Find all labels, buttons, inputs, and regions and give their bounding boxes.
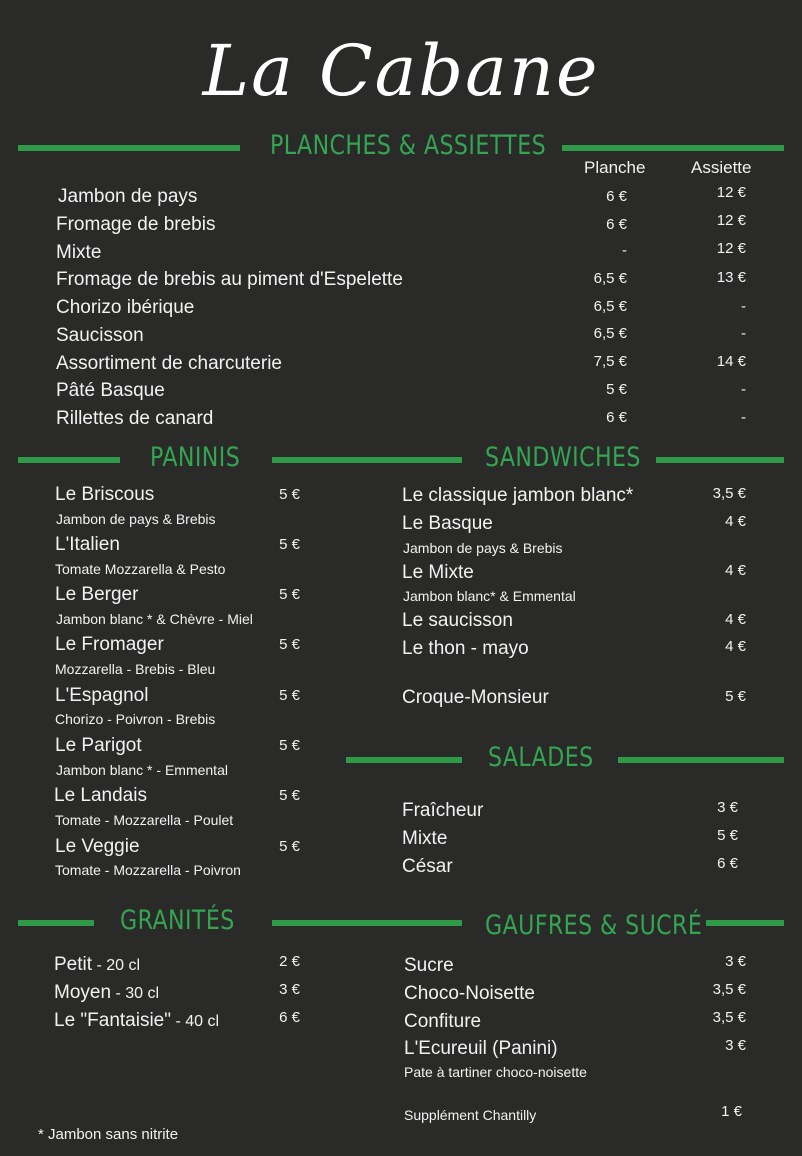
menu-item-name: Assortiment de charcuterie xyxy=(56,353,282,374)
menu-item-name: Le Parigot xyxy=(55,735,142,756)
divider-bar xyxy=(706,920,784,926)
item-price: 5 € xyxy=(717,827,738,844)
divider-bar xyxy=(18,457,120,463)
item-price: 5 € xyxy=(279,536,300,553)
divider-bar xyxy=(562,145,784,151)
menu-item-name: Rillettes de canard xyxy=(56,408,214,429)
item-price: 3 € xyxy=(725,1037,746,1054)
item-description: Tomate Mozzarella & Pesto xyxy=(55,561,226,577)
item-price: 6 € xyxy=(717,855,738,872)
item-price: 6 € xyxy=(279,1009,300,1026)
planche-price: 6,5 € xyxy=(593,270,627,287)
item-price: 5 € xyxy=(279,787,300,804)
assiette-price: 13 € xyxy=(716,269,746,286)
menu-item-name: Saucisson xyxy=(56,325,144,346)
assiette-price: - xyxy=(741,409,746,426)
granite-name: Le "Fantaisie" xyxy=(54,1010,171,1031)
menu-item-name: Le Basque xyxy=(402,513,493,534)
menu-item-name: Sucre xyxy=(404,955,454,976)
section-title-paninis: PANINIS xyxy=(150,442,241,473)
menu-item-name xyxy=(54,982,159,1004)
planche-price: 6 € xyxy=(606,188,627,205)
item-price: 4 € xyxy=(725,611,746,628)
assiette-price: 12 € xyxy=(716,212,746,229)
planche-price: 6 € xyxy=(606,409,627,426)
divider-bar xyxy=(272,457,462,463)
divider-bar xyxy=(656,457,784,463)
item-price: 5 € xyxy=(279,636,300,653)
menu-item-name: Le Mixte xyxy=(402,562,474,583)
granite-name: Petit xyxy=(54,954,93,975)
item-price: 5 € xyxy=(725,688,746,705)
menu-item-name: Le Veggie xyxy=(55,836,140,857)
item-price: 3,5 € xyxy=(712,485,746,502)
menu-item-name: César xyxy=(402,856,453,877)
divider-bar xyxy=(18,145,240,151)
granite-size: - 40 cl xyxy=(171,1013,220,1030)
section-title-gaufres: GAUFRES & SUCRÉ xyxy=(485,910,703,941)
item-price: 5 € xyxy=(279,586,300,603)
assiette-price: 14 € xyxy=(716,353,746,370)
menu-item-name: Jambon de pays xyxy=(58,186,198,207)
menu-item-name: Chorizo ibérique xyxy=(56,297,195,318)
item-price: 4 € xyxy=(725,513,746,530)
menu-item-name: Le saucisson xyxy=(402,610,513,631)
menu-item-name xyxy=(54,1010,219,1032)
planche-price: 7,5 € xyxy=(593,353,627,370)
menu-item-name: Croque-Monsieur xyxy=(402,687,549,708)
menu-item-name: Fromage de brebis au piment d'Espelette xyxy=(56,269,403,290)
item-price: 3,5 € xyxy=(712,1009,746,1026)
planche-price: 5 € xyxy=(606,381,627,398)
section-title-salades: SALADES xyxy=(488,742,594,773)
item-price: 4 € xyxy=(725,562,746,579)
restaurant-title: La Cabane xyxy=(202,30,600,112)
granite-size: - 20 cl xyxy=(92,957,141,974)
granite-name: Moyen xyxy=(54,982,112,1003)
supplement-label: Supplément Chantilly xyxy=(404,1107,537,1123)
divider-bar xyxy=(618,757,784,763)
assiette-price: - xyxy=(741,325,746,342)
menu-item-name: Le thon - mayo xyxy=(402,638,529,659)
item-description: Mozzarella - Brebis - Bleu xyxy=(55,661,216,677)
footnote: * Jambon sans nitrite xyxy=(38,1126,179,1143)
menu-item-name: Mixte xyxy=(402,828,448,849)
assiette-price: - xyxy=(741,381,746,398)
column-header-planche: Planche xyxy=(584,158,646,177)
menu-item-name: L'Italien xyxy=(55,534,120,555)
menu-item-name: Le Berger xyxy=(55,584,139,605)
item-price: 3 € xyxy=(717,799,738,816)
item-price: 5 € xyxy=(279,687,300,704)
item-description: Jambon blanc* & Emmental xyxy=(403,588,576,604)
item-description: Tomate - Mozzarella - Poulet xyxy=(55,812,234,828)
item-description: Chorizo - Poivron - Brebis xyxy=(55,711,216,727)
supplement-price: 1 € xyxy=(721,1103,742,1120)
menu-item-name: Choco-Noisette xyxy=(404,983,535,1004)
item-price: 3 € xyxy=(725,953,746,970)
planche-price: 6,5 € xyxy=(593,325,627,342)
section-title-sandwiches: SANDWICHES xyxy=(485,442,641,473)
item-price: 5 € xyxy=(279,737,300,754)
divider-bar xyxy=(272,920,462,926)
item-description: Jambon de pays & Brebis xyxy=(403,540,563,556)
item-price: 4 € xyxy=(725,638,746,655)
column-header-assiette: Assiette xyxy=(691,158,752,177)
menu-item-name: L'Espagnol xyxy=(55,685,149,706)
divider-bar xyxy=(18,920,94,926)
menu-item-name: Fraîcheur xyxy=(402,800,484,821)
item-price: 2 € xyxy=(279,953,300,970)
menu-item-name: L'Ecureuil (Panini) xyxy=(404,1038,558,1059)
menu-item-name: Le Landais xyxy=(54,785,147,806)
menu-item-name: Confiture xyxy=(404,1011,482,1032)
divider-bar xyxy=(346,757,462,763)
item-description: Tomate - Mozzarella - Poivron xyxy=(55,862,241,878)
section-title-planches: PLANCHES & ASSIETTES xyxy=(270,130,547,161)
assiette-price: 12 € xyxy=(716,240,746,257)
item-description: Jambon blanc * & Chèvre - Miel xyxy=(56,611,253,627)
menu-item-name xyxy=(54,954,140,976)
menu-item-name: Pâté Basque xyxy=(56,380,165,401)
item-price: 3,5 € xyxy=(712,981,746,998)
menu-item-name: Fromage de brebis xyxy=(56,214,216,235)
item-price: 5 € xyxy=(279,838,300,855)
item-description: Pate à tartiner choco-noisette xyxy=(404,1064,587,1080)
section-title-granites: GRANITÉS xyxy=(120,905,235,936)
planche-price: 6 € xyxy=(606,216,627,233)
granite-size: - 30 cl xyxy=(111,985,160,1002)
item-price: 5 € xyxy=(279,486,300,503)
menu-item-name: Le Briscous xyxy=(55,484,155,505)
planche-price: - xyxy=(622,242,627,259)
assiette-price: 12 € xyxy=(716,184,746,201)
menu-item-name: Le classique jambon blanc* xyxy=(402,485,634,506)
menu-item-name: Mixte xyxy=(56,242,102,263)
planche-price: 6,5 € xyxy=(593,298,627,315)
item-description: Jambon de pays & Brebis xyxy=(56,511,216,527)
item-description: Jambon blanc * - Emmental xyxy=(56,762,228,778)
menu-item-name: Le Fromager xyxy=(55,634,164,655)
item-price: 3 € xyxy=(279,981,300,998)
assiette-price: - xyxy=(741,298,746,315)
